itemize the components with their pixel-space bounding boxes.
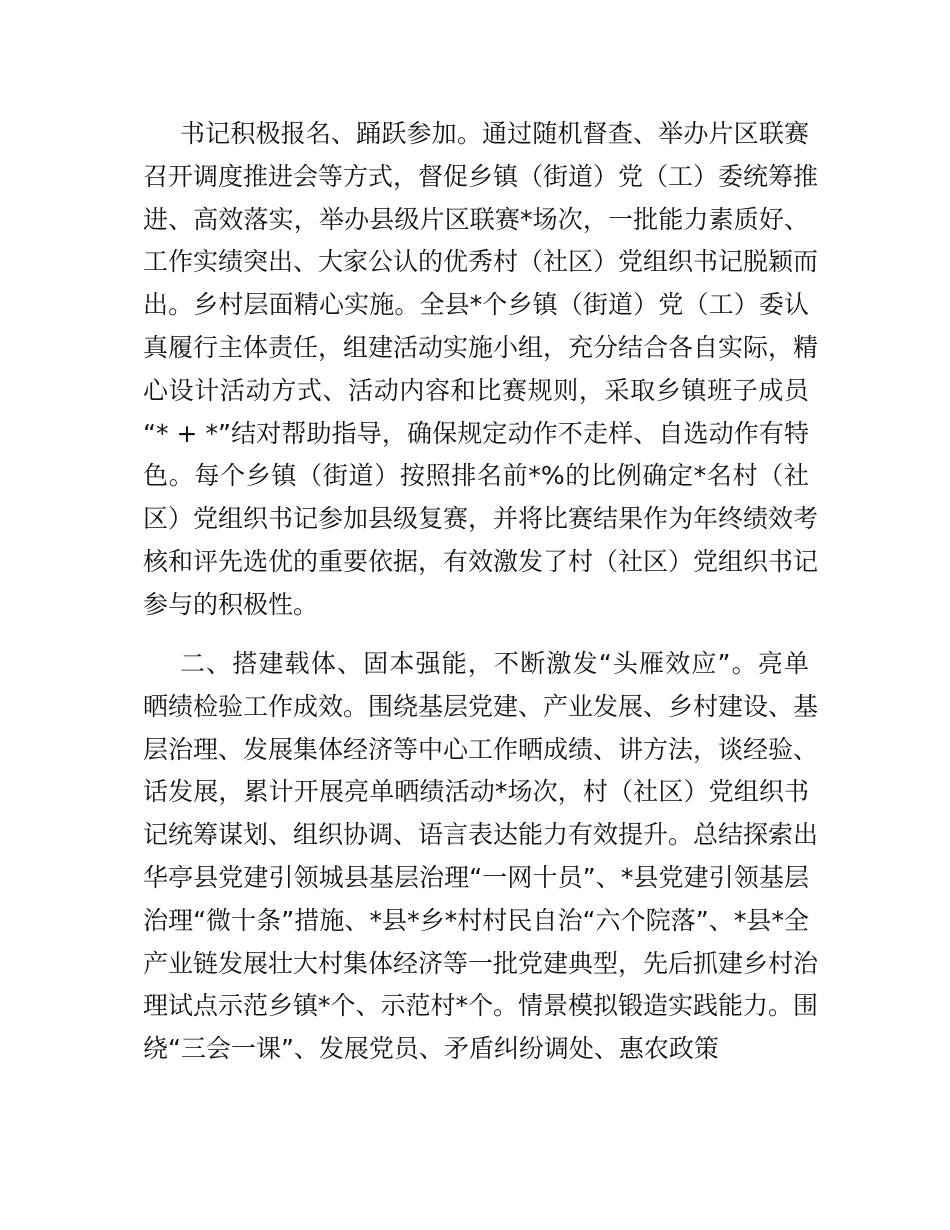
text-line: “* + *”结对帮助指导，确保规定动作不走样、自选动作有特 <box>143 418 809 448</box>
text-line: 核和评先选优的重要依据，有效激发了村（社区）党组织书记 <box>143 546 819 576</box>
text-line: 书记积极报名、踊跃参加。通过随机督查、举办片区联赛 <box>180 119 809 148</box>
text-line: 晒绩检验工作成效。围绕基层党建、产业发展、乡村建设、基 <box>143 691 819 721</box>
text-line: 进、高效落实，举办县级片区联赛*场次，一批能力素质好、 <box>143 204 809 234</box>
paragraph-2 <box>143 643 819 1071</box>
text-line: 二、搭建载体、固本强能，不断激发“头雁效应”。亮单 <box>180 649 809 678</box>
text-line: 层治理、发展集体经济等中心工作晒成绩、讲方法，谈经验、 <box>143 734 819 764</box>
text-line: 理试点示范乡镇*个、示范村*个。情景模拟锻造实践能力。围 <box>143 991 819 1021</box>
text-line: 色。每个乡镇（街道）按照排名前*%的比例确定*名村（社 <box>143 461 809 491</box>
text-line: 出。乡村层面精心实施。全县*个乡镇（街道）党（工）委认 <box>143 290 809 320</box>
text-line: 治理“微十条”措施、*县*乡*村村民自治“六个院落”、*县*全 <box>143 905 809 935</box>
text-line: 真履行主体责任，组建活动实施小组，充分结合各自实际，精 <box>143 332 819 362</box>
text-line: 区）党组织书记参加县级复赛，并将比赛结果作为年终绩效考 <box>143 504 819 534</box>
text-line: 记统筹谋划、组织协调、语言表达能力有效提升。总结探索出 <box>143 820 819 850</box>
text-line: 心设计活动方式、活动内容和比赛规则，采取乡镇班子成员 <box>143 375 809 405</box>
text-line: 华亭县党建引领城县基层治理“一网十员”、*县党建引领基层 <box>143 862 809 892</box>
text-line: 话发展，累计开展亮单晒绩活动*场次，村（社区）党组织书 <box>143 777 809 807</box>
text-line: 召开调度推进会等方式，督促乡镇（街道）党（工）委统筹推 <box>143 161 819 191</box>
paragraph-1 <box>143 113 819 627</box>
text-line: 绕“三会一课”、发展党员、矛盾纠纷调处、惠农政策 <box>143 1034 719 1064</box>
text-line: 参与的积极性。 <box>143 589 319 619</box>
text-line: 工作实绩突出、大家公认的优秀村（社区）党组织书记脱颖而 <box>143 247 819 277</box>
text-line: 产业链发展壮大村集体经济等一批党建典型，先后抓建乡村治 <box>143 948 819 978</box>
